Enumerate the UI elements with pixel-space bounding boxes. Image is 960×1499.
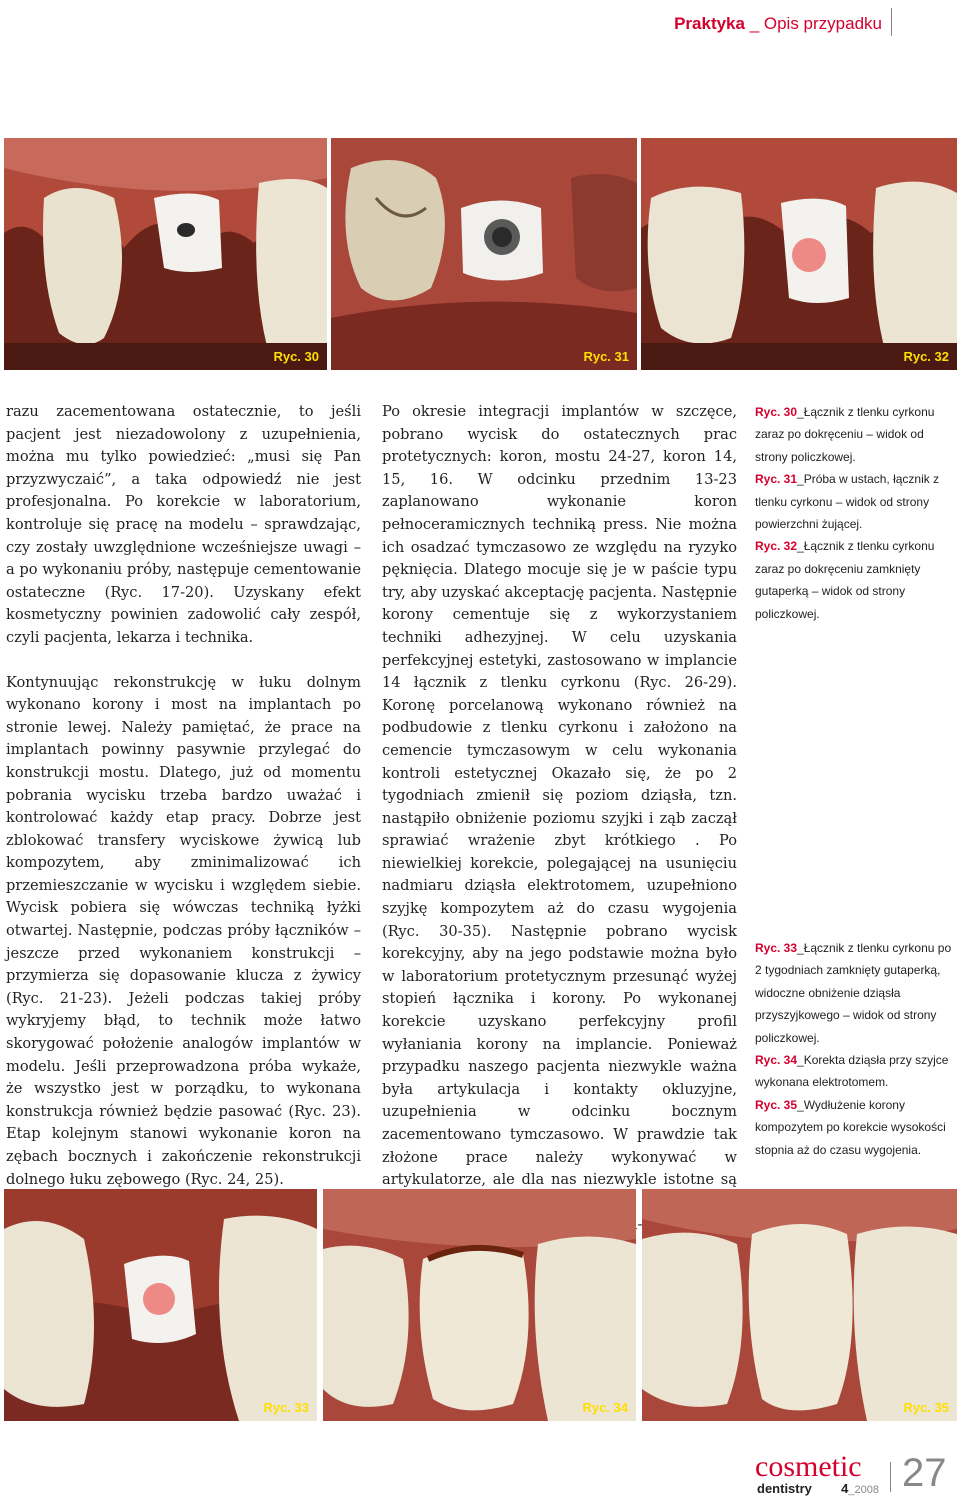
figure-35 [642,1189,957,1421]
caption-30-label: Ryc. 30 [755,405,798,419]
caption-35-label: Ryc. 35 [755,1097,798,1112]
text-column-1 [6,401,361,1213]
figure-33-label: Ryc. 33 [263,1400,309,1415]
figure-31-image [331,138,637,370]
caption-34 [755,1049,955,1094]
caption-30-text: _Łącznik z tlenku cyrkonu zaraz po dokręceniu – widok od strony policzkowej. [755,405,935,464]
caption-31-text: _Próba w ustach, łącznik z tlenku cyrkonu – widok od strony powierzchni żującej. [755,472,940,532]
figure-34-label: Ryc. 34 [582,1400,628,1415]
caption-32-text: _Łącznik z tlenku cyrkonu zaraz po dokręceniu zamknięty gutaperką – widok od strony policzkowej. [755,539,935,621]
caption-34-label: Ryc. 34 [755,1053,798,1068]
header-subtitle: Opis przypadku [763,14,882,33]
figure-31 [331,138,637,370]
figure-32 [641,138,957,370]
captions-top [755,401,955,625]
figure-32-image [641,138,957,370]
caption-33-label: Ryc. 33 [755,941,798,955]
text-column-2 [382,401,737,1259]
header-divider [891,8,892,36]
col1-paragraph-2: Kontynuując rekonstrukcję w łuku dolnym wykonano korony i most na implantach po stronie lewej. Należy pamiętać, że prace na implantach powinny pasywnie przylegać do konstrukcji mostu. Dlatego, już od momentu pobrania wycisku trzeba bardzo uważać i kontrolować każdy etap pracy. Dobrze jest zblokować transfery wyciskowe żywicą lub kompozytem, aby zminimalizować ich przemieszczanie w wycisku i względem siebie. Wycisk pobiera się wówczas techniką łyżki otwartej. Następnie, podczas próby łączników – jeszcze przed wykonaniem konstrukcji – przymierza się dopasowanie klucza z żywicy (Ryc. 21-23). Jeżeli podczas takiej próby wykryjemy błąd, to technik może łatwo skorygować położenie analogów implantów w modelu. Jeśli przeprowadzona próba wykaże, że wszystko jest w porządku, to wykonana konstrukcja również będzie pasować (Ryc. 23). Etap kolejnym stanowi wykonanie koron na zębach bocznych i zakończenie rekonstrukcji dolnego łuku zębowego (Ryc. 24, 25). [6,673,361,1188]
running-header [674,14,882,34]
figure-30-image [4,138,327,370]
caption-30 [755,401,955,468]
header-separator: _ [744,14,764,33]
caption-33-text: _Łącznik z tlenku cyrkonu po 2 tygodniach zamknięty gutaperką, widoczne obniżenie dziąsła przyszyjkowego – widok od strony policzkowej. [755,941,952,1045]
caption-32 [755,535,955,625]
figure-30-label: Ryc. 30 [273,349,319,364]
caption-35 [755,1094,955,1161]
caption-35-text: _Wydłużenie korony kompozytem po korekcie wysokości stopnia aż do czasu wygojenia. [755,1097,946,1157]
brand-sub: dentistry [757,1481,812,1496]
header-section: Praktyka [674,14,745,33]
issue-year: _2008 [848,1484,879,1496]
caption-34-text: _Korekta dziąsła przy szyjce wykonana elektrotomem. [755,1053,949,1090]
page-number: 27 [902,1451,947,1495]
issue-number: 4 [841,1481,849,1496]
figure-35-image [642,1189,957,1421]
captions-bottom [755,937,955,1161]
col1-paragraph-1: razu zacementowana ostatecznie, to jeśli pacjent jest niezadowolony z uzupełnienia, można mu tylko powiedzieć: „musi się Pan przyzwyczaić”, a taka odpowiedź nie jest profesjonalna. Po korekcie w laboratorium, kontroluje się pracę na modelu – sprawdzając, czy zostały uwzględnione wcześniejsze uwagi – a po wykonaniu próby, następuje cementowanie ostateczne (Ryc. 17-20). Uzyskany efekt kosmetyczny powinien zadowolić cały zespół, czyli pacjenta, lekarza i technika. [6,403,361,646]
figure-34-image [323,1189,636,1421]
figure-31-label: Ryc. 31 [583,349,629,364]
brand-subline [757,1481,879,1496]
col2-paragraph-1: Po okresie integracji implantów w szczęce, pobrano wycisk do ostatecznych prac protetycznych: koron, mostu 24-27, koron 14, 15, 16. W odcinku przednim 13-23 zaplanowano wykonanie koron pełnoceramicznych techniką press. Nie można ich osadzać tymczasowo ze względu na ryzyko pęknięcia. Dlatego mocuje się je w paście typu try, aby uzyskać akceptację pacjenta. Następnie korony cementuje się z wykorzystaniem techniki adhezyjnej. W celu uzyskania perfekcyjnej estetyki, zastosowano w implancie 14 łącznik z tlenku cyrkonu (Ryc. 26-29). Koronę porcelanową wykonano również na podbudowie z tlenku cyrkonu i założono na cemencie tymczasowym w celu wykonania kontroli estetycznej Okazało się, że po 2 tygodniach zmienił się poziom dziąsła, tzn. nastąpiło obniżenie poziomu szyjki i ząb zaczął sprawiać wrażenie zbyt krótkiego . Po niewielkiej korekcie, polegającej na usunięciu nadmiaru dziąsła elektrotomem, uzupełniono szyjkę kompozytem aż do czasu wygojenia (Ryc. 30-35). Następnie pobrano wycisk korekcyjny, aby na jego podstawie można było w laboratorium protetycznym przesunąć wyżej stopień łącznika i korony. Po wykonanej korekcie uzyskano perfekcyjny profil wyłaniania korony na implancie. Ponieważ przypadku naszego pacjenta niezwykle ważna była artykulacja i kontakty okluzyjne, uzupełnienia w odcinku bocznym zacementowano tymczasowo. W prawdzie tak złożone prace należy wykonywać w artykulatorze, ale dla nas niezwykle istotne są [382,403,737,1189]
figure-34 [323,1189,636,1421]
caption-31 [755,468,955,535]
footer-divider [890,1462,891,1492]
figure-32-label: Ryc. 32 [903,349,949,364]
brand-logo: cosmetic [755,1450,862,1483]
caption-33 [755,937,955,1049]
figure-33 [4,1189,317,1421]
caption-31-label: Ryc. 31 [755,472,798,487]
caption-32-label: Ryc. 32 [755,539,798,554]
figure-30 [4,138,327,370]
figure-33-image [4,1189,317,1421]
figure-35-label: Ryc. 35 [903,1400,949,1415]
